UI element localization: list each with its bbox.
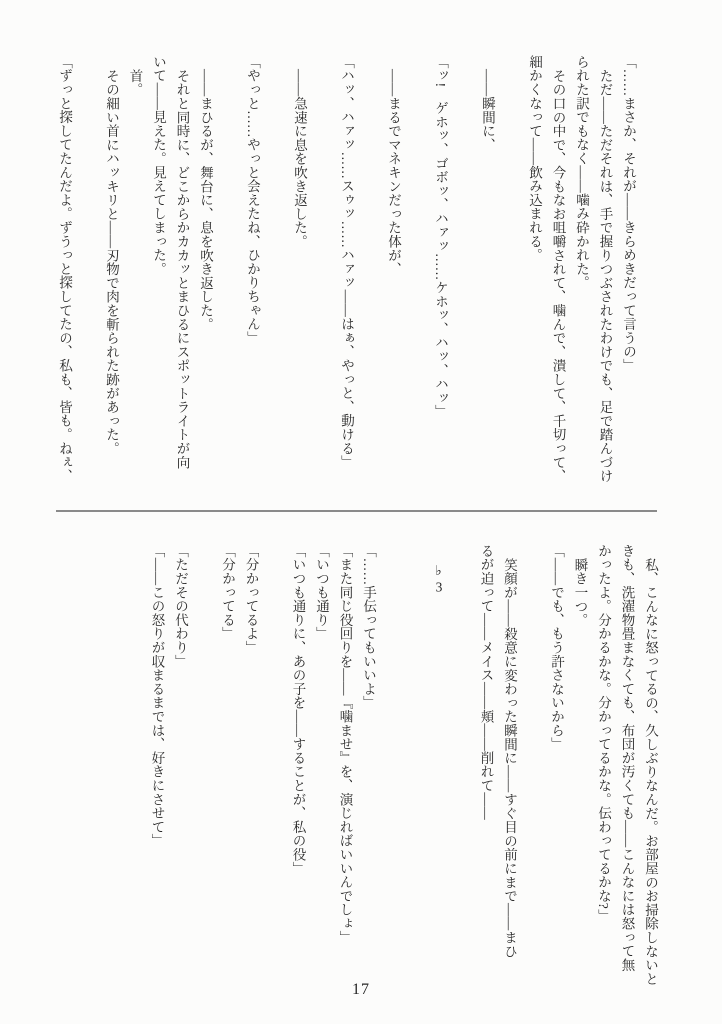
text-line: かったよ。分かるかな。分かってるかな。伝わってるかな?」	[596, 544, 611, 923]
text-line: 「ッ! ゲホッ、ゴボッ、ハァッ……ケホッ、ハッ、ハッ」	[433, 55, 448, 419]
text-line: 私、こんなに怒ってるの、久しぶりなんだ。お部屋のお掃除しないと	[643, 557, 658, 986]
text-line: 「いつも通り」	[314, 544, 329, 641]
blank-line	[311, 55, 335, 497]
text-line: 「いつも通りに、あの子を――することが、私の役」	[290, 544, 306, 876]
blank-line	[264, 55, 288, 497]
blank-line	[380, 544, 404, 980]
blank-line	[499, 55, 523, 497]
text-line: その細い首にハッキリと――刃物で肉を斬られた跡があった。	[104, 68, 119, 455]
blank-line	[452, 55, 476, 497]
top-text-block	[53, 55, 641, 497]
blank-line	[521, 544, 545, 980]
text-line: ただ――ただそれは、手で握りつぶされたわけでも、足で踏んづけ	[597, 68, 613, 483]
text-line: るが迫って――メイス――頬――削れて――	[478, 544, 494, 820]
text-line: ――まるでマネキンだった体が、	[386, 68, 401, 276]
text-line: きも、洗濯物畳まなくても、布団が汚くても――こんなには怒って無	[619, 544, 635, 972]
text-line: 「分かってるよ」	[243, 544, 259, 655]
text-line: 「ハッ、ハァッ……スゥッ……ハァッ――はぁ、やっと、動ける」	[339, 55, 354, 469]
text-line: 「――この怒りが収まるまでは、好きにさせて」	[149, 544, 165, 848]
text-line: 首。	[127, 68, 143, 97]
scene-marker: ♭3	[431, 562, 447, 595]
text-line: ――瞬間に、	[480, 68, 495, 152]
blank-line	[76, 55, 100, 497]
text-line: 「――でも、もう許さないから」	[549, 544, 564, 751]
text-line: それと同時に、どこからかカカッとまひるにスポットライトが向	[174, 68, 190, 469]
blank-line	[358, 55, 382, 497]
text-line: 「ずっと探してたんだよ。ずうっと探してたの、私も、皆も。ねぇ、	[57, 55, 72, 483]
blank-line	[405, 55, 429, 497]
text-line: ――まひるが、舞台に、息を吹き返した。	[198, 68, 213, 331]
blank-line	[192, 544, 216, 980]
blank-line	[217, 55, 241, 497]
text-line: 「また同じ役回りを――『噛ませ』を、演じればいいんでしょ」	[337, 544, 353, 945]
text-line: 「分かってる」	[220, 544, 235, 641]
blank-line	[451, 544, 475, 980]
text-line: 瞬き一つ。	[572, 557, 588, 627]
text-line: いて――見えた。見えてしまった。	[151, 55, 166, 276]
text-line: 「……まさか、それが――きらめきだって言うの」	[621, 55, 636, 373]
text-line: 「ただその代わり」	[173, 544, 188, 669]
section-divider-line	[56, 510, 657, 512]
text-line: 細かくなって――飲み込まれる。	[527, 55, 542, 262]
text-line: 笑顔が――殺意に変わった瞬間に――すぐ目の前にまで――まひ	[502, 557, 517, 958]
text-line: 「やっと……やっと会えたね、ひかりちゃん」	[245, 55, 260, 345]
blank-line	[404, 544, 428, 980]
text-line: 「……手伝ってもいいよ」	[361, 544, 376, 710]
bottom-text-block	[145, 544, 662, 986]
page-number: 17	[352, 981, 370, 998]
text-line: られた訳でもなく――噛み砕かれた。	[574, 55, 589, 290]
text-line: ――急速に息を吹き返した。	[292, 68, 307, 248]
blank-line	[263, 544, 287, 980]
text-line: その口の中で、今もなお咀嚼されて、噛んで、潰して、千切って、	[550, 68, 566, 483]
